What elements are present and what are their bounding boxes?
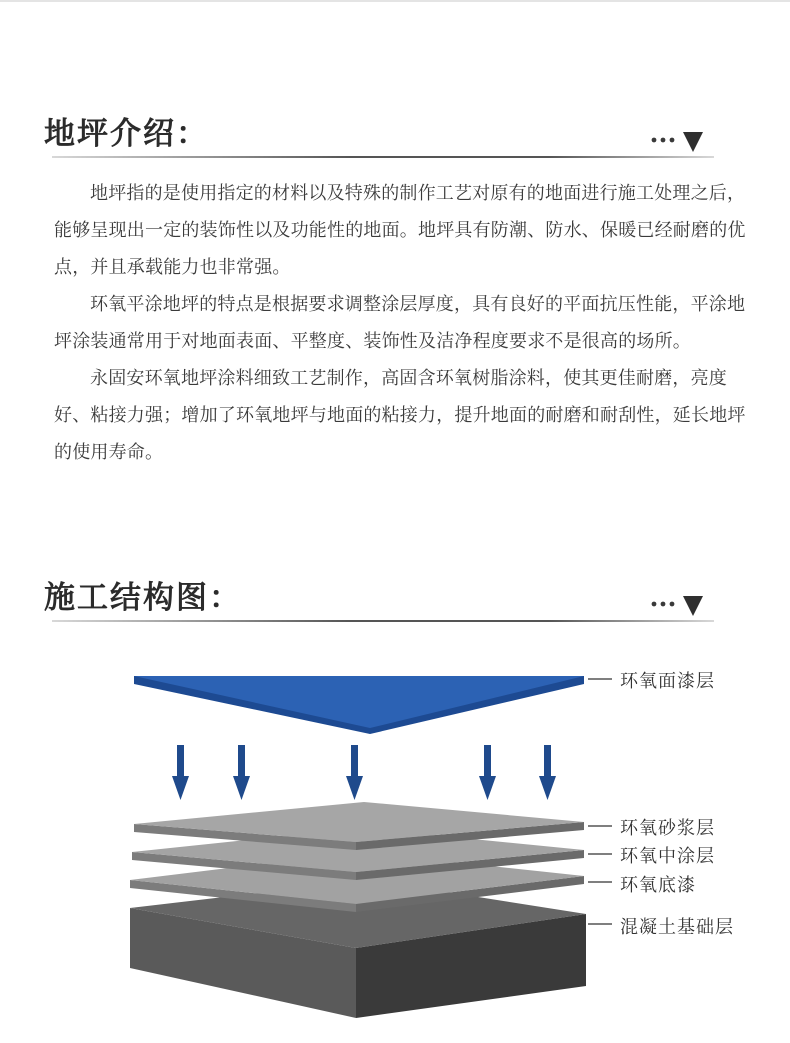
arrow-down-icon (346, 745, 363, 800)
arrow-down-icon (479, 745, 496, 800)
label-top-coat: 环氧面漆层 (620, 671, 715, 692)
section-divider-structure (52, 620, 714, 622)
top-border-line (0, 0, 790, 2)
arrow-down-icon (539, 745, 556, 800)
intro-paragraph-2: 环氧平涂地坪的特点是根据要求调整涂层厚度，具有良好的平面抗压性能，平涂地坪涂装通常用于对地面表面、平整度、装饰性及洁净程度要求不是很高的场所。 (54, 294, 746, 352)
top-coat-layer-shape (134, 676, 584, 734)
label-base: 混凝土基础层 (620, 917, 734, 938)
intro-paragraph-1: 地坪指的是使用指定的材料以及特殊的制作工艺对原有的地面进行施工处理之后，能够呈现出一定的装饰性以及功能性的地面。地坪具有防潮、防水、保暖已经耐磨的优点，并且承载能力也非常强。 (54, 183, 746, 278)
mortar-layer-shape (134, 802, 584, 850)
arrow-down-icon (233, 745, 250, 800)
structure-diagram (0, 640, 790, 1043)
more-icon[interactable] (650, 130, 704, 154)
intro-paragraph-3: 永固安环氧地坪涂料细致工艺制作，高固含环氧树脂涂料，使其更佳耐磨，亮度好、粘接力强；增加了环氧地坪与地面的粘接力，提升地面的耐磨和耐刮性，延长地坪的使用寿命。 (54, 368, 746, 463)
label-mortar: 环氧砂浆层 (620, 818, 715, 839)
section-divider-intro (52, 156, 714, 158)
more-icon[interactable] (650, 594, 704, 618)
section-title-intro: 地坪介绍： (44, 116, 209, 152)
arrow-down-icon (172, 745, 189, 800)
section-title-structure: 施工结构图： (44, 580, 242, 616)
intro-text-block (54, 175, 754, 471)
label-middle-coat: 环氧中涂层 (620, 846, 715, 867)
label-primer: 环氧底漆 (620, 875, 696, 896)
